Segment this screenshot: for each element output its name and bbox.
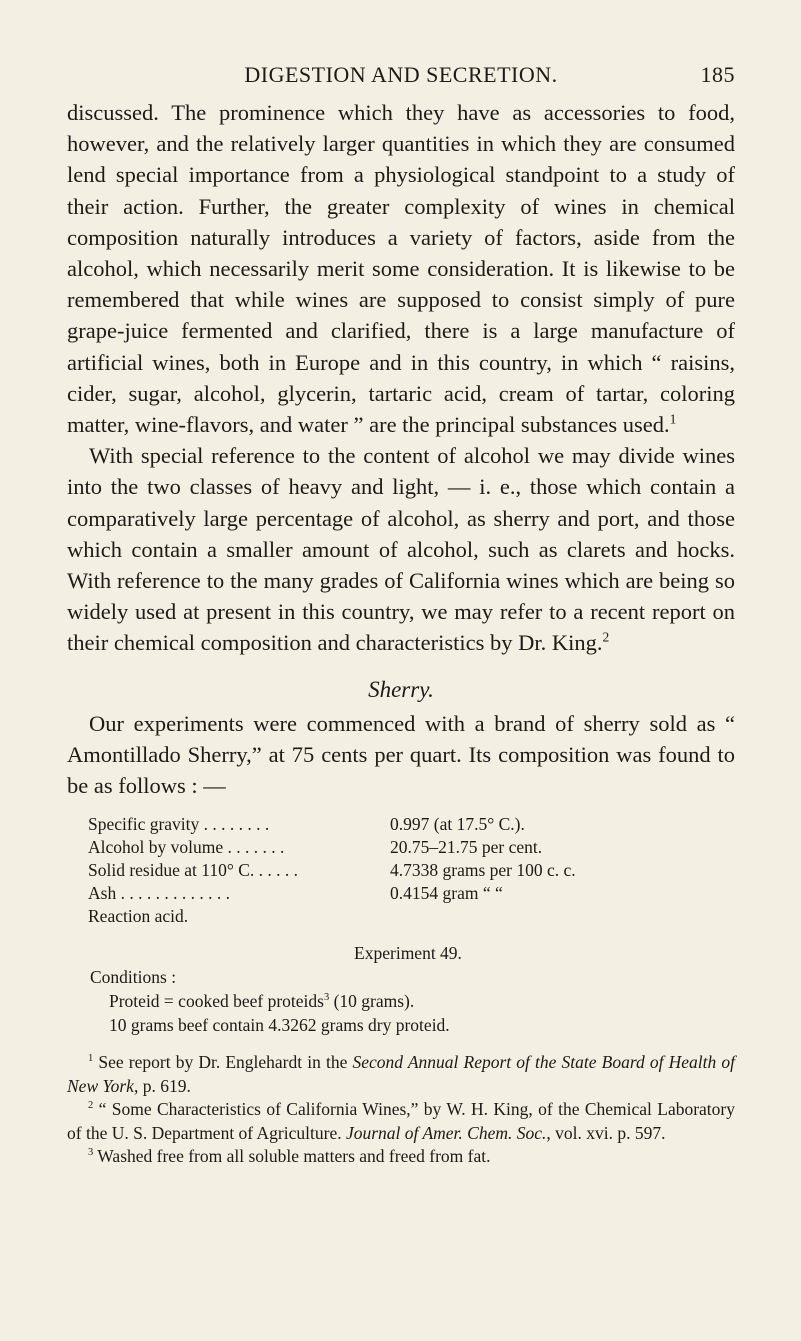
- footnote-mark: 3: [88, 1147, 94, 1159]
- footnote-2: [67, 1098, 735, 1145]
- footnote-mark: 2: [88, 1100, 94, 1112]
- composition-value: 0.4154 gram “ “: [390, 883, 503, 904]
- paragraph-2: [67, 440, 735, 658]
- footnote-end: , p. 619.: [133, 1075, 191, 1096]
- paragraph-1: [67, 97, 735, 440]
- composition-row: [88, 859, 728, 882]
- composition-row: [88, 813, 728, 836]
- footnote-ref-3: 3: [323, 992, 330, 1004]
- composition-value: 20.75–21.75 per cent.: [390, 837, 543, 858]
- footnote-text: Washed free from all soluble matters and freed from fat.: [93, 1146, 491, 1167]
- paragraph-3: Our experiments were commenced with a brand of sherry sold as “ Amontillado Sherry,” at 75 cents per quart. Its composition was found to be as follows : —: [67, 710, 735, 799]
- composition-label: Reaction acid.: [88, 906, 189, 927]
- footnote-1: [67, 1051, 735, 1098]
- composition-label: Solid residue at 110° C. . . . . .: [88, 860, 299, 881]
- experiment-line-end: (10 grams).: [329, 991, 415, 1012]
- running-head-title: DIGESTION AND SECRETION.: [244, 62, 558, 87]
- experiment-line: 10 grams beef contain 4.3262 grams dry proteid.: [109, 1015, 450, 1036]
- paragraph-2-text: With special reference to the content of alcohol we may divide wines into the two classes of heavy and light, — i. e., those which contain a comparatively large percentage of alcohol, as sherry and port, and those which contain a smaller amount of alcohol, such as clarets and hocks. With reference to the many grades of California wines which are being so widely used at present in this country, we may refer to a recent report on their chemical composition and characteristics by Dr. King.: [67, 443, 735, 656]
- page-number: 185: [700, 62, 735, 87]
- footnote-italic: Second Annual Report of the State Board of Health of New York: [67, 1052, 735, 1096]
- experiment-title: Experiment 49.: [354, 943, 462, 964]
- footnote-ref-1: 1: [669, 411, 677, 427]
- composition-table: [88, 813, 728, 1037]
- conditions-label: Conditions :: [90, 967, 177, 988]
- composition-row: [88, 836, 728, 859]
- footnote-ref-2: 2: [602, 629, 610, 645]
- composition-label: Ash . . . . . . . . . . . . .: [88, 883, 230, 904]
- experiment-line: [109, 989, 728, 1013]
- composition-value: 0.997 (at 17.5° C.).: [390, 814, 525, 835]
- footnotes: [67, 1051, 735, 1169]
- running-head: [67, 62, 735, 92]
- section-heading: Sherry.: [368, 676, 434, 702]
- composition-label: Alcohol by volume . . . . . . .: [88, 837, 285, 858]
- body-text: [67, 97, 735, 1169]
- footnote-mark: 1: [88, 1053, 94, 1065]
- experiment-line-text: Proteid = cooked beef proteids: [109, 991, 324, 1012]
- footnote-italic: Journal of Amer. Chem. Soc.: [345, 1122, 547, 1143]
- paragraph-1-text: discussed. The prominence which they have as accessories to food, however, and the relatively larger quantities in which they are consumed lend special importance from a physiological standpoint to a study of their action. Further, the greater complexity of wines in chemical composition naturally introduces a variety of factors, aside from the alcohol, which necessarily merit some consideration. It is likewise to be remembered that while wines are supposed to consist simply of pure grape-juice fermented and clarified, there is a large manufacture of artificial wines, both in Europe and in this country, in which “ raisins, cider, sugar, alcohol, glycerin, tartaric acid, cream of tartar, coloring matter, wine-flavors, and water ” are the principal substances used.: [67, 100, 735, 438]
- composition-row: [88, 882, 728, 905]
- footnote-end: , vol. xvi. p. 597.: [546, 1122, 666, 1143]
- composition-label: Specific gravity . . . . . . . .: [88, 814, 270, 835]
- footnote-text: “ Some Characteristics of California Wines,” by W. H. King, of the Chemical Laboratory of the U. S. Department of Agriculture.: [67, 1099, 735, 1143]
- composition-row: [88, 905, 728, 928]
- composition-value: 4.7338 grams per 100 c. c.: [390, 860, 576, 881]
- experiment-block: [88, 941, 728, 1037]
- footnote-3: [67, 1145, 735, 1169]
- footnote-text: See report by Dr. Englehardt in the: [93, 1052, 353, 1073]
